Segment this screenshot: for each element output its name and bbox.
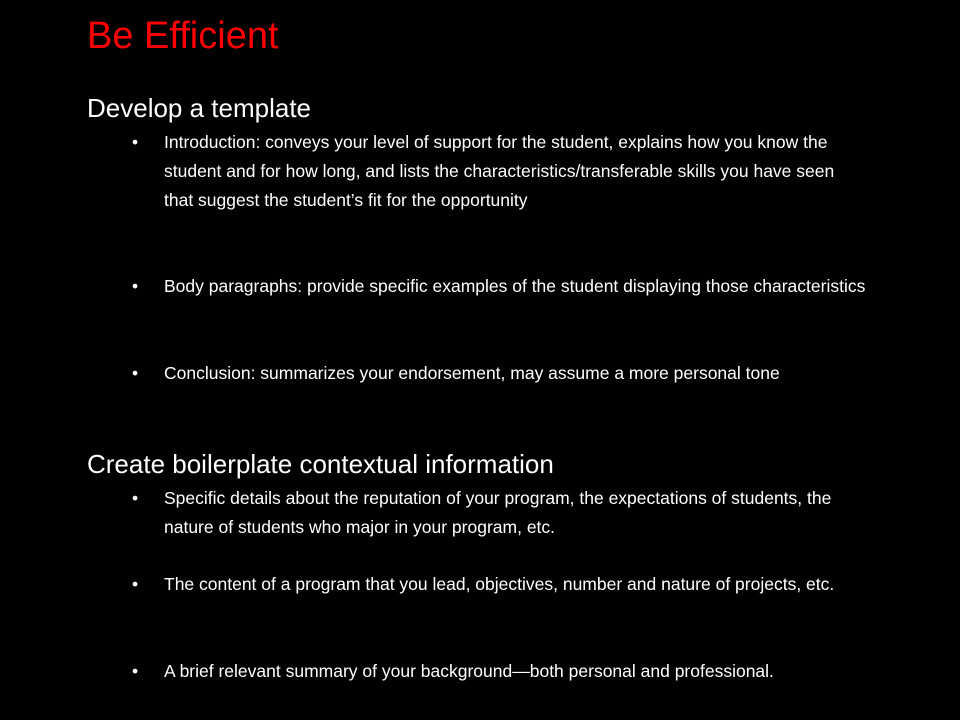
bullet-icon: •: [132, 132, 139, 152]
bullet-text: Specific details about the reputation of your program, the expectations of students, the nature of students who major in your program, etc.: [164, 488, 832, 537]
bullet-icon: •: [132, 661, 139, 681]
bullet-text: Introduction: conveys your level of support for the student, explains how you know the student and for how long, and lists the characteristics/transferable skills you have seen that suggest the student’s fit for the opportunity: [164, 132, 835, 210]
bullet-text: The content of a program that you lead, objectives, number and nature of projects, etc.: [164, 574, 835, 594]
bullet-icon: •: [132, 363, 139, 383]
slide-title: Be Efficient: [87, 15, 279, 57]
list-item: [132, 657, 867, 686]
bullet-icon: •: [132, 488, 139, 508]
bullet-icon: •: [132, 276, 139, 296]
bullet-text: A brief relevant summary of your background—both personal and professional.: [164, 661, 774, 681]
list-item: [132, 570, 867, 599]
section-heading-develop-template: Develop a template: [87, 93, 312, 123]
list-item: [132, 128, 867, 215]
bullet-text: Conclusion: summarizes your endorsement, may assume a more personal tone: [164, 363, 780, 383]
list-item: [132, 484, 867, 542]
bullet-text: Body paragraphs: provide specific examples of the student displaying those characteristics: [164, 276, 866, 296]
section-heading-boilerplate: Create boilerplate contextual information: [87, 449, 554, 479]
bullet-icon: •: [132, 574, 139, 594]
list-item: [132, 272, 867, 301]
list-item: [132, 359, 867, 388]
